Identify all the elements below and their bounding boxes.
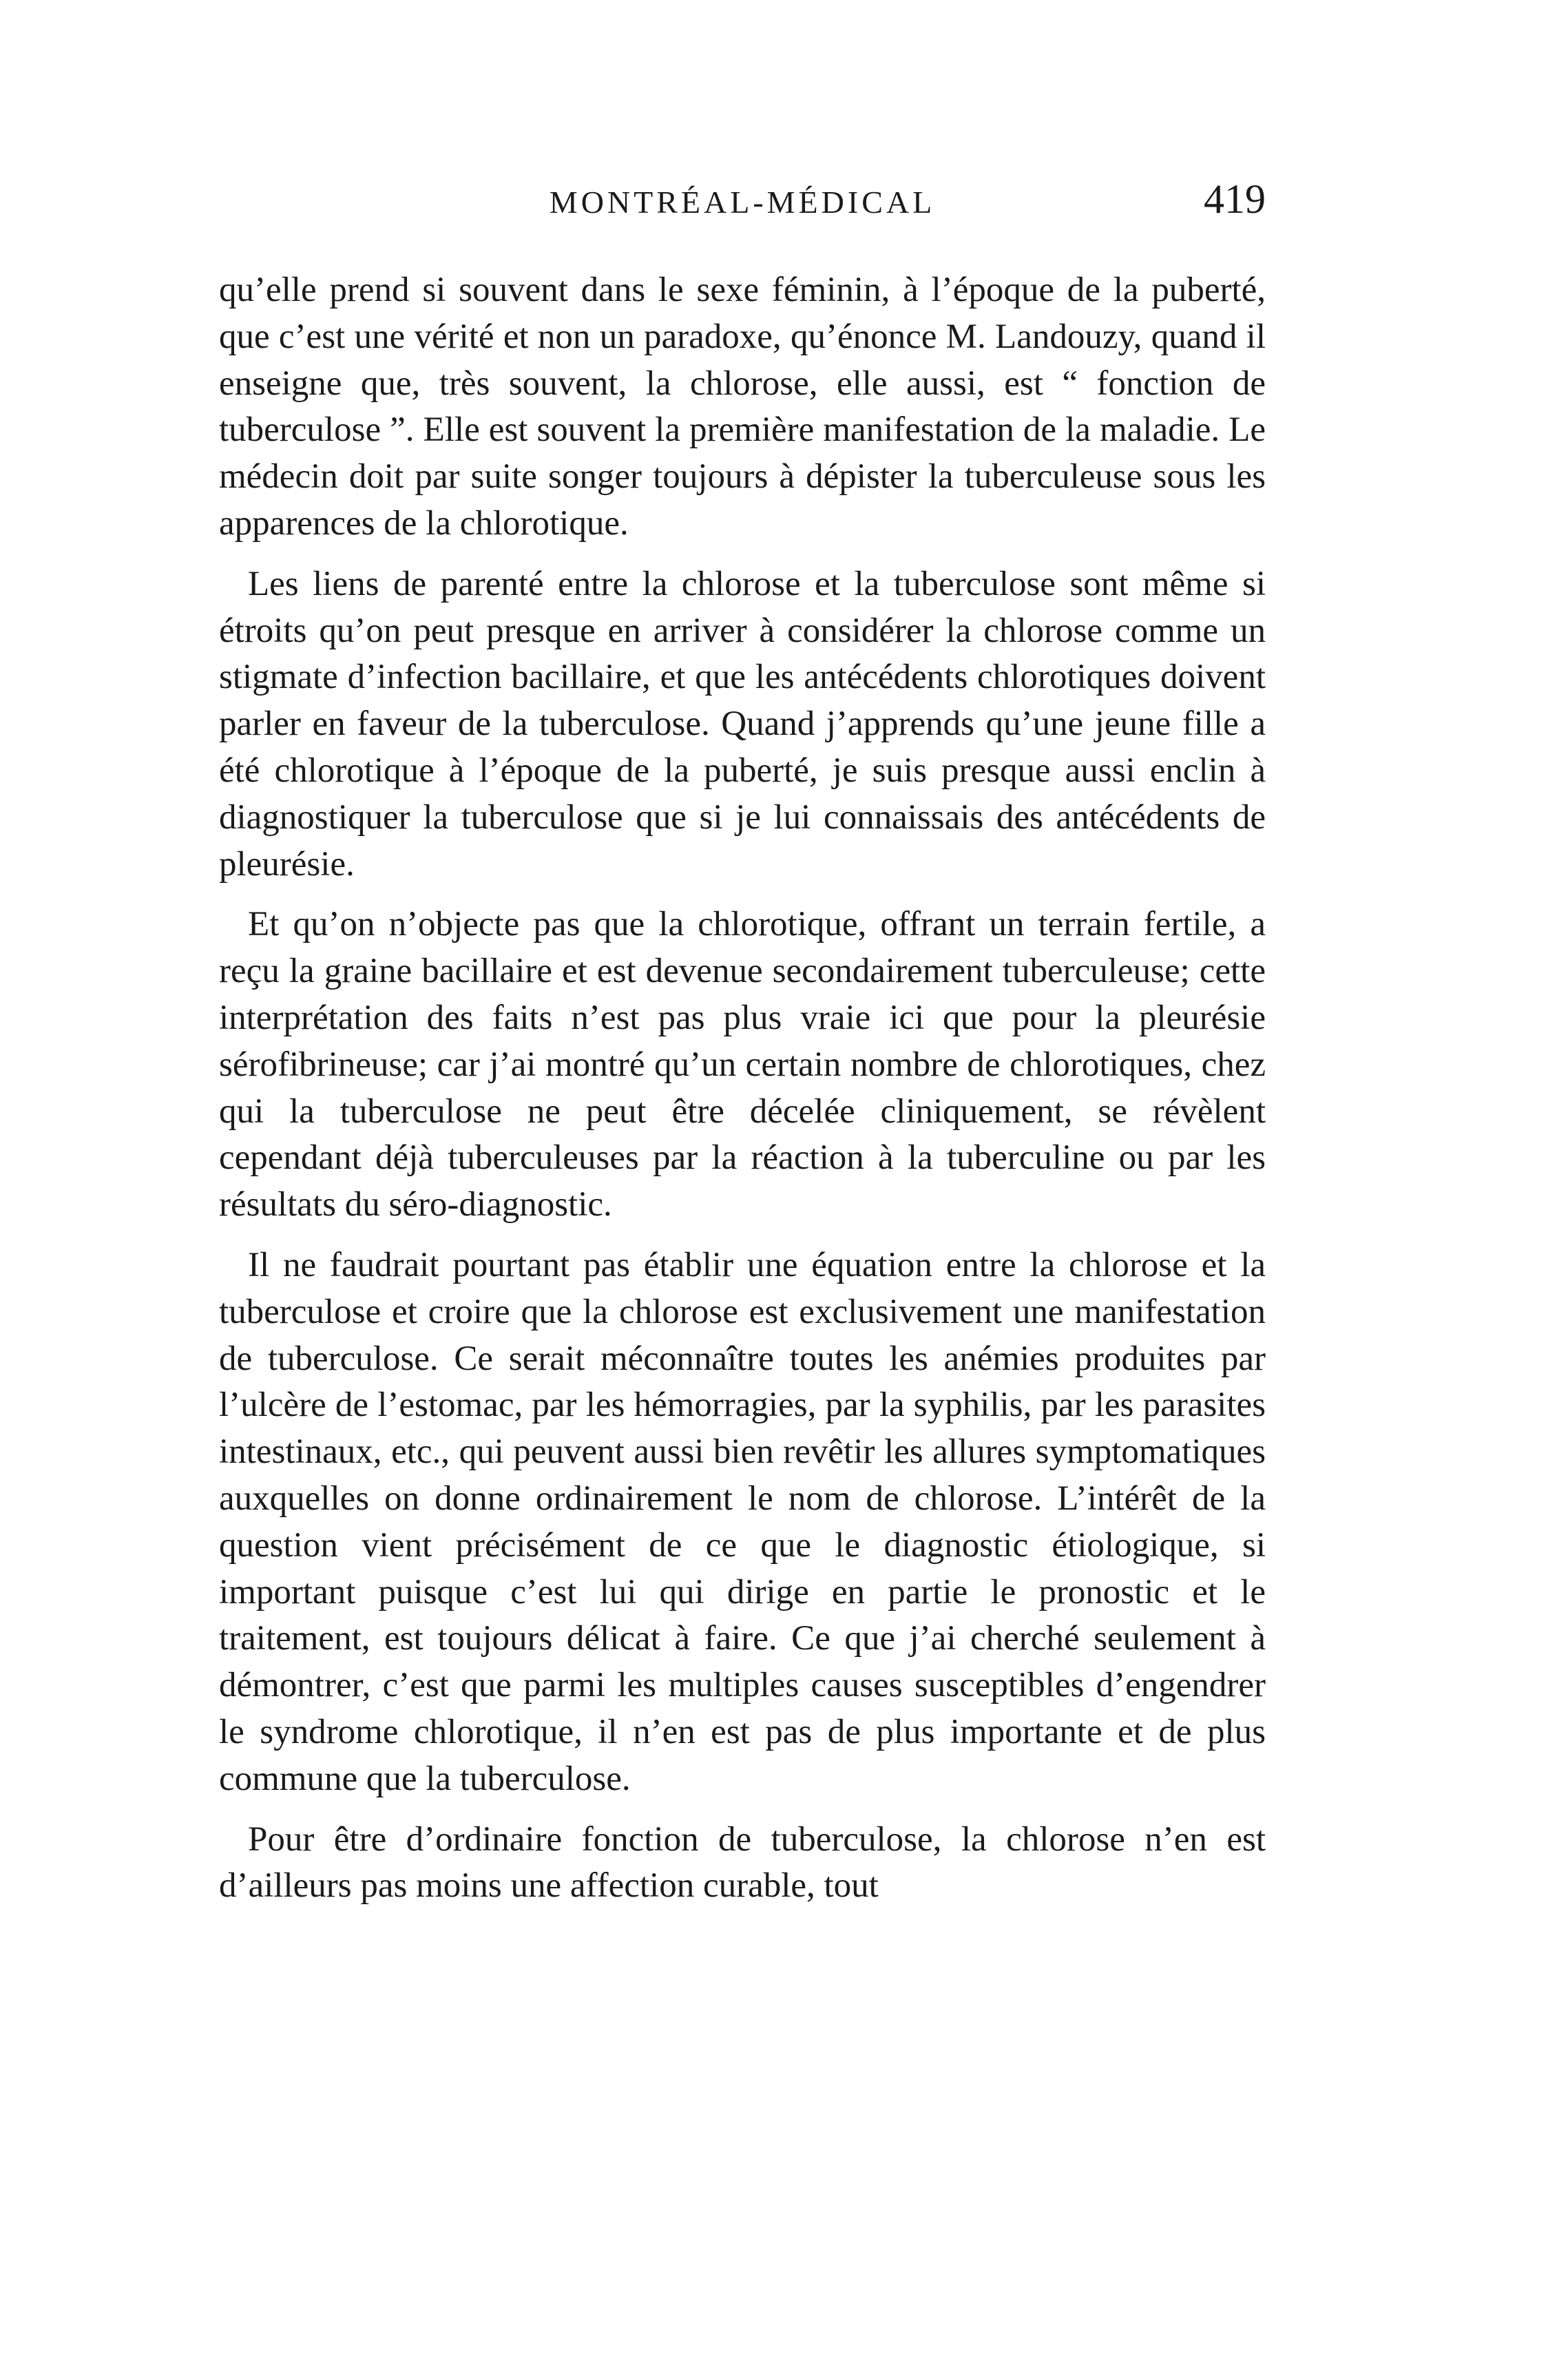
running-head bbox=[219, 176, 1266, 238]
paragraph: Pour être d’ordinaire fonction de tuberculose, la chlorose n’en est d’ailleurs pas moins une affection curable, tout bbox=[219, 1819, 1266, 1906]
page-number: 419 bbox=[1204, 176, 1266, 222]
paragraph: Il ne faudrait pourtant pas établir une équation entre la chlorose et la tuberculose et croire que la chlorose est exclusivement une manifestation de tuberculose. Ce serait méconnaître toutes les anémies produites par l’ulcère de l’estomac, par les hémorragies, par la syphilis, par les parasites intestinaux, etc., qui peuvent aussi bien revêtir les allures symptomatiques auxquelles on donne ordinairement le nom de chlorose. L’intérêt de la question vient précisément de ce que le diagnostic étiologique, si important puisque c’est lui qui dirige en partie le pronostic et le traitement, est toujours délicat à faire. Ce que j’ai cherché seulement à démontrer, c’est que parmi les multiples causes susceptibles d’engendrer le syndrome chlorotique, il n’en est pas de plus importante et de plus commune que la tuberculose. bbox=[219, 1245, 1266, 1798]
paragraph: Et qu’on n’objecte pas que la chlorotique, offrant un terrain fertile, a reçu la graine bacillaire et est devenue secondairement tuberculeuse; cette interprétation des faits n’est pas plus vraie ici que pour la pleurésie sérofibrineuse; car j’ai montré qu’un certain nombre de chlorotiques, chez qui la tuberculose ne peut être décelée cliniquement, se révèlent cependant déjà tuberculeuses par la réaction à la tuberculine ou par les résultats du séro-diagnostic. bbox=[219, 905, 1266, 1224]
body-text bbox=[219, 267, 1266, 1923]
journal-title: MONTRÉAL-MÉDICAL bbox=[549, 185, 936, 220]
paragraph-continuation: qu’elle prend si souvent dans le sexe féminin, à l’époque de la puberté, que c’est une vérité et non un paradoxe, qu’énonce M. Landouzy, quand il enseigne que, très souvent, la chlorose, elle aussi, est “ fonction de tuberculose ”. Elle est souvent la première manifestation de la maladie. Le médecin doit par suite songer toujours à dépister la tuberculeuse sous les apparences de la chlorotique. bbox=[219, 271, 1266, 543]
paragraph: Les liens de parenté entre la chlorose et la tuberculose sont même si étroits qu’on peut presque en arriver à considérer la chlorose comme un stigmate d’infection bacillaire, et que les antécédents chlorotiques doivent parler en faveur de la tuberculose. Quand j’apprends qu’une jeune fille a été chlorotique à l’époque de la puberté, je suis presque aussi enclin à diagnostiquer la tuberculose que si je lui connaissais des antécédents de pleurésie. bbox=[219, 564, 1266, 884]
